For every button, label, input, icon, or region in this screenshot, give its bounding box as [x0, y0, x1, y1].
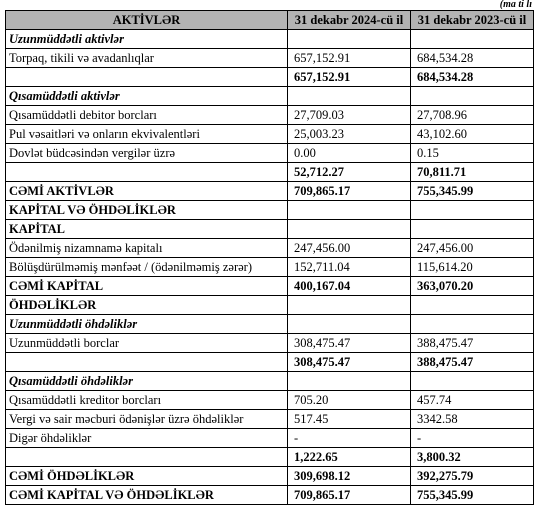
balance-sheet-table [5, 10, 534, 505]
header-2023: 31 dekabr 2023-cü il [411, 11, 534, 30]
table-row-subtotal [6, 448, 534, 467]
value-2024: 25,003.23 [288, 125, 411, 144]
value-2023: 3,800.32 [411, 448, 534, 467]
row-label [6, 163, 288, 182]
table-row-item [6, 125, 534, 144]
value-2024: 1,222.65 [288, 448, 411, 467]
value-2024: 152,711.04 [288, 258, 411, 277]
row-label: CƏMİ KAPİTAL VƏ ÖHDƏLİKLƏR [6, 486, 288, 505]
row-label: Pul vəsaitləri və onların ekvivalentləri [6, 125, 288, 144]
table-row-item [6, 144, 534, 163]
value-2023 [411, 372, 534, 391]
row-label: Vergi və sair məcburi ödənişlər üzrə öhdəliklər [6, 410, 288, 429]
row-label: CƏMİ KAPİTAL [6, 277, 288, 296]
value-2023: 457.74 [411, 391, 534, 410]
row-label: Bölüşdürülməmiş mənfəət / (ödənilməmiş zərər) [6, 258, 288, 277]
value-2023: 388,475.47 [411, 353, 534, 372]
value-2024: 709,865.17 [288, 182, 411, 201]
value-2023: 115,614.20 [411, 258, 534, 277]
value-2023 [411, 220, 534, 239]
value-2024: 0.00 [288, 144, 411, 163]
table-row-heading [6, 220, 534, 239]
table-row-total [6, 277, 534, 296]
value-2024: 517.45 [288, 410, 411, 429]
table-row-item [6, 391, 534, 410]
row-label: Uzunmüddətli borclar [6, 334, 288, 353]
table-row-subtotal [6, 163, 534, 182]
value-2024: 709,865.17 [288, 486, 411, 505]
value-2023: 247,456.00 [411, 239, 534, 258]
table-row-total [6, 486, 534, 505]
value-2023: 392,275.79 [411, 467, 534, 486]
value-2024 [288, 30, 411, 49]
value-2024 [288, 296, 411, 315]
currency-unit-note: (ma ti lı [499, 0, 532, 10]
table-row-subtotal [6, 68, 534, 87]
value-2024: 705.20 [288, 391, 411, 410]
value-2023: 27,708.96 [411, 106, 534, 125]
value-2024 [288, 201, 411, 220]
row-label: KAPİTAL VƏ ÖHDƏLİKLƏR [6, 201, 288, 220]
row-label [6, 353, 288, 372]
row-label: Qısamüddətli debitor borcları [6, 106, 288, 125]
header-2024: 31 dekabr 2024-cü il [288, 11, 411, 30]
table-row-item [6, 334, 534, 353]
value-2023: 363,070.20 [411, 277, 534, 296]
table-row-total [6, 467, 534, 486]
value-2024: 308,475.47 [288, 353, 411, 372]
row-label: Digər öhdəliklər [6, 429, 288, 448]
value-2023: 755,345.99 [411, 182, 534, 201]
table-row-heading [6, 201, 534, 220]
table-row-section [6, 87, 534, 106]
value-2024: 657,152.91 [288, 49, 411, 68]
row-label: ÖHDƏLİKLƏR [6, 296, 288, 315]
table-row-section [6, 30, 534, 49]
row-label: Qısamüddətli kreditor borcları [6, 391, 288, 410]
table-row-item [6, 239, 534, 258]
value-2024: 308,475.47 [288, 334, 411, 353]
value-2024: 247,456.00 [288, 239, 411, 258]
value-2023 [411, 315, 534, 334]
value-2023: - [411, 429, 534, 448]
table-row-item [6, 258, 534, 277]
row-label: CƏMİ ÖHDƏLİKLƏR [6, 467, 288, 486]
value-2024 [288, 87, 411, 106]
row-label: Torpaq, tikili və avadanlıqlar [6, 49, 288, 68]
row-label: KAPİTAL [6, 220, 288, 239]
value-2023: 684,534.28 [411, 49, 534, 68]
value-2023: 684,534.28 [411, 68, 534, 87]
table-row-total [6, 182, 534, 201]
row-label [6, 68, 288, 87]
row-label [6, 448, 288, 467]
table-row-section [6, 372, 534, 391]
table-header-row [6, 11, 534, 30]
value-2024: 309,698.12 [288, 467, 411, 486]
table-row-subtotal [6, 353, 534, 372]
value-2024: - [288, 429, 411, 448]
row-label: Ödənilmiş nizamnamə kapitalı [6, 239, 288, 258]
table-row-item [6, 410, 534, 429]
value-2024: 400,167.04 [288, 277, 411, 296]
row-label: CƏMİ AKTİVLƏR [6, 182, 288, 201]
value-2023: 3342.58 [411, 410, 534, 429]
table-row-section [6, 315, 534, 334]
row-label: Dovlət büdcəsindən vergilər üzrə [6, 144, 288, 163]
table-row-item [6, 429, 534, 448]
value-2023 [411, 87, 534, 106]
value-2024: 52,712.27 [288, 163, 411, 182]
value-2023: 755,345.99 [411, 486, 534, 505]
table-body [6, 30, 534, 505]
value-2023 [411, 30, 534, 49]
value-2024 [288, 372, 411, 391]
row-label: Uzunmüddətli aktivlər [6, 30, 288, 49]
value-2024 [288, 220, 411, 239]
value-2023: 70,811.71 [411, 163, 534, 182]
row-label: Qısamüddətli öhdəliklər [6, 372, 288, 391]
value-2023 [411, 201, 534, 220]
table-row-heading [6, 296, 534, 315]
table-row-item [6, 49, 534, 68]
value-2024 [288, 315, 411, 334]
value-2023: 388,475.47 [411, 334, 534, 353]
value-2024: 27,709.03 [288, 106, 411, 125]
value-2023: 43,102.60 [411, 125, 534, 144]
value-2023: 0.15 [411, 144, 534, 163]
table-row-item [6, 106, 534, 125]
header-assets: AKTİVLƏR [6, 11, 288, 30]
value-2023 [411, 296, 534, 315]
row-label: Uzunmüddətli öhdəliklər [6, 315, 288, 334]
value-2024: 657,152.91 [288, 68, 411, 87]
row-label: Qısamüddətli aktivlər [6, 87, 288, 106]
